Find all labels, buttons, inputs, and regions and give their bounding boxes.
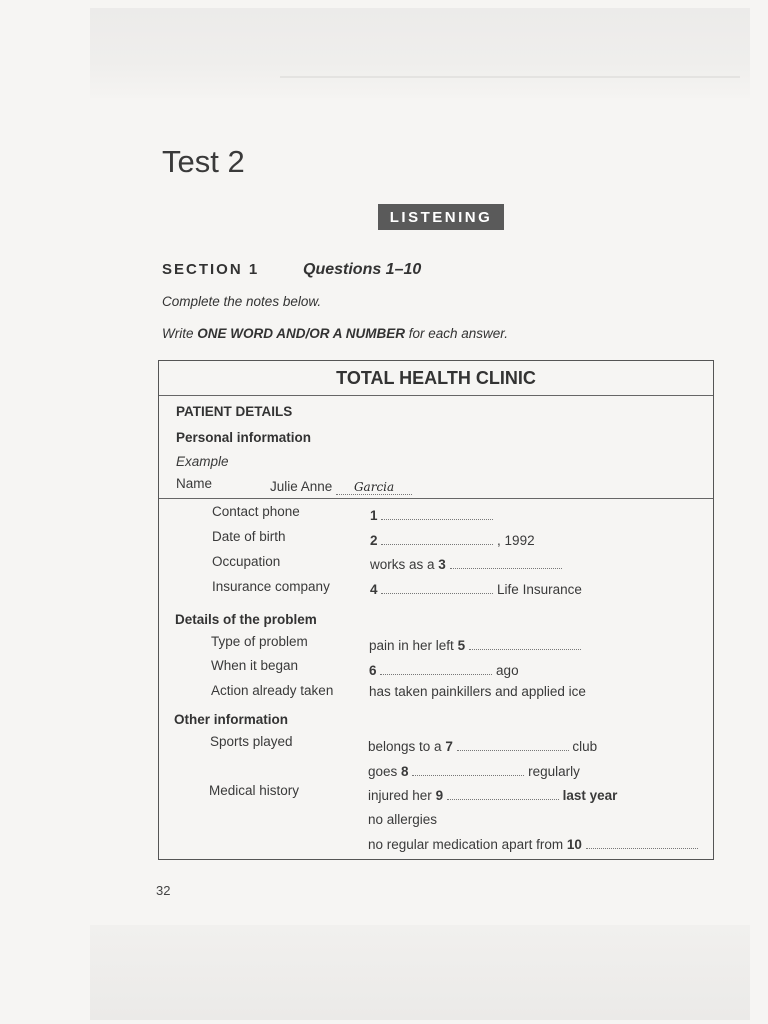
answer-9-blank[interactable] [447, 789, 559, 800]
answer-1-blank[interactable] [381, 509, 493, 520]
questions-range: Questions 1–10 [303, 261, 422, 278]
personal-info-heading: Personal information [176, 430, 312, 445]
occupation-label: Occupation [212, 554, 281, 569]
contact-phone-label: Contact phone [212, 504, 300, 519]
name-example-answer [270, 479, 412, 495]
answer-9: injured her 9 last year [368, 788, 618, 803]
scan-shadow-bottom [90, 925, 750, 1020]
dob-label: Date of birth [212, 529, 286, 544]
when-began-label: When it began [211, 658, 299, 673]
action-taken-value: has taken painkillers and applied ice [369, 684, 586, 699]
answer-6: 6 ago [369, 663, 519, 678]
example-label: Example [176, 454, 229, 469]
medical-history-label: Medical history [209, 783, 300, 798]
allergies-value: no allergies [368, 812, 438, 827]
name-answer: Garcia [353, 480, 395, 494]
answer-10-blank[interactable] [586, 838, 698, 849]
page-number: 32 [156, 883, 171, 898]
section-label: SECTION 1 [162, 261, 260, 278]
insurance-label: Insurance company [212, 579, 330, 594]
scan-rule-top [280, 76, 740, 78]
patient-details-heading: PATIENT DETAILS [176, 404, 293, 419]
answer-4: 4 Life Insurance [370, 582, 582, 597]
answer-6-blank[interactable] [380, 664, 492, 675]
notes-title: TOTAL HEALTH CLINIC [336, 368, 536, 388]
answer-3-blank[interactable] [450, 558, 562, 569]
example-divider [159, 498, 713, 499]
name-answer-blank [336, 479, 412, 495]
instruction-complete-notes: Complete the notes below. [162, 294, 322, 309]
type-problem-label: Type of problem [211, 634, 308, 649]
name-value: Julie Anne [270, 479, 333, 494]
answer-7-blank[interactable] [457, 740, 569, 751]
sports-label: Sports played [210, 734, 293, 749]
answer-8: goes 8 regularly [368, 764, 580, 779]
answer-2: 2 , 1992 [370, 533, 535, 548]
listening-badge: LISTENING [378, 204, 504, 230]
answer-2-blank[interactable] [381, 534, 493, 545]
answer-7: belongs to a 7 club [368, 739, 598, 754]
answer-4-blank[interactable] [381, 583, 493, 594]
answer-10: no regular medication apart from 10 [368, 837, 698, 852]
answer-3: works as a 3 [370, 557, 562, 572]
problem-heading: Details of the problem [175, 612, 317, 627]
instruction-word-limit: Write ONE WORD AND/OR A NUMBER for each answer. [162, 326, 509, 341]
action-taken-label: Action already taken [211, 683, 334, 698]
test-title: Test 2 [162, 144, 245, 179]
title-divider [159, 395, 713, 396]
answer-5-blank[interactable] [469, 639, 581, 650]
answer-1: 1 [370, 508, 493, 523]
scan-shadow-top [90, 8, 750, 98]
notes-table [158, 360, 714, 860]
name-label: Name [176, 476, 213, 491]
other-info-heading: Other information [174, 712, 288, 727]
answer-8-blank[interactable] [412, 765, 524, 776]
answer-5: pain in her left 5 [369, 638, 581, 653]
